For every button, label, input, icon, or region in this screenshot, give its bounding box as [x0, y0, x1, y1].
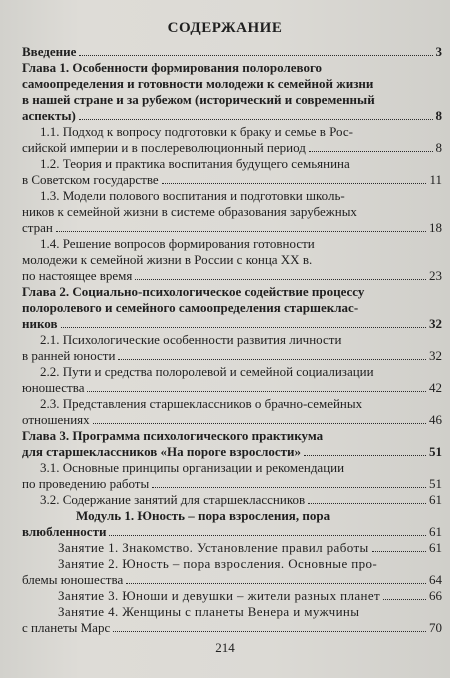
toc-entry[interactable] — [22, 364, 442, 396]
dot-leader — [383, 599, 426, 600]
dot-leader — [56, 231, 426, 232]
toc-entry-line: Модуль 1. Юность – пора взросления, пора — [76, 508, 331, 523]
toc-entry-line: в нашей стране и за рубежом (исторический и современный — [22, 92, 375, 107]
dot-leader — [126, 583, 426, 584]
toc-entry-line: 2.1. Психологические особенности развития личности — [40, 332, 342, 347]
toc-entry-line: 2.3. Представления старшеклассников о брачно-семейных — [40, 396, 363, 411]
toc-entry-line: для старшеклассников «На пороге взрослости» — [22, 444, 302, 459]
toc-entry[interactable] — [22, 332, 442, 364]
table-of-contents — [22, 44, 442, 636]
toc-entry[interactable] — [22, 60, 442, 124]
toc-page-number: 51 — [429, 444, 442, 459]
toc-entry-line: молодежи к семейной жизни в России с конца XX в. — [22, 252, 313, 267]
toc-entry[interactable] — [22, 556, 442, 588]
toc-entry-line: в Советском государстве — [22, 172, 159, 187]
toc-page-number: 8 — [435, 140, 442, 155]
toc-entry-line: 1.3. Модели полового воспитания и подготовки школь- — [40, 188, 345, 203]
toc-entry[interactable] — [22, 492, 442, 508]
dot-leader — [309, 151, 433, 152]
toc-entry-line: 3.1. Основные принципы организации и рекомендации — [40, 460, 345, 475]
toc-entry-line: по проведению работы — [22, 476, 150, 491]
toc-entry-line: Занятие 3. Юноши и девушки – жители разных планет — [58, 588, 381, 603]
toc-entry-line: ников к семейной жизни в системе образования зарубежных — [22, 204, 357, 219]
toc-entry-line: отношениях — [22, 412, 90, 427]
toc-entry-line: 2.2. Пути и средства полоролевой и семейной социализации — [40, 364, 374, 379]
toc-entry-line: Занятие 2. Юность – пора взросления. Основные про- — [58, 556, 378, 571]
toc-entry[interactable] — [22, 396, 442, 428]
toc-entry-line: по настоящее время — [22, 268, 133, 283]
toc-entry[interactable] — [22, 428, 442, 460]
dot-leader — [152, 487, 426, 488]
toc-page-number: 32 — [429, 348, 442, 363]
dot-leader — [135, 279, 426, 280]
toc-entry[interactable] — [22, 460, 442, 492]
dot-leader — [118, 359, 426, 360]
dot-leader — [61, 327, 427, 328]
toc-entry-line: сийской империи и в послереволюционный период — [22, 140, 306, 155]
toc-entry-line: стран — [22, 220, 53, 235]
toc-page-number: 61 — [429, 524, 442, 539]
toc-entry[interactable] — [22, 540, 442, 556]
page-title: СОДЕРЖАНИЕ — [167, 20, 283, 36]
toc-page-number: 23 — [429, 268, 442, 283]
toc-entry[interactable] — [22, 604, 442, 636]
toc-page-number: 51 — [429, 476, 442, 491]
dot-leader — [79, 55, 432, 56]
toc-entry[interactable] — [22, 284, 442, 332]
toc-page-number: 61 — [429, 492, 442, 507]
toc-page-number: 42 — [429, 380, 442, 395]
toc-page-number: 18 — [429, 220, 442, 235]
toc-entry-line: в ранней юности — [22, 348, 116, 363]
toc-entry[interactable] — [22, 588, 442, 604]
dot-leader — [308, 503, 426, 504]
toc-entry-line: с планеты Марс — [22, 620, 111, 635]
toc-entry-line: Занятие 4. Женщины с планеты Венера и мужчины — [58, 604, 360, 619]
dot-leader — [79, 119, 433, 120]
dot-leader — [304, 455, 426, 456]
toc-entry-line: 1.2. Теория и практика воспитания будущего семьянина — [40, 156, 350, 171]
toc-entry-line: ников — [22, 316, 58, 331]
dot-leader — [87, 391, 426, 392]
toc-entry-line: Занятие 1. Знакомство. Установление правил работы — [58, 540, 369, 555]
toc-page-number: 70 — [429, 620, 442, 635]
dot-leader — [109, 535, 426, 536]
toc-entry-line: влюбленности — [22, 524, 107, 539]
toc-entry-line: 1.1. Подход к вопросу подготовки к браку и семье в Рос- — [40, 124, 353, 139]
toc-entry[interactable] — [22, 156, 442, 188]
toc-entry[interactable] — [22, 236, 442, 284]
toc-page-number: 8 — [435, 108, 442, 123]
toc-page-number: 32 — [429, 316, 442, 331]
toc-page-number: 11 — [429, 172, 442, 187]
toc-page-number: 3 — [435, 44, 442, 59]
toc-entry-line: блемы юношества — [22, 572, 124, 587]
toc-entry[interactable] — [22, 124, 442, 156]
dot-leader — [113, 631, 426, 632]
toc-page-number: 66 — [429, 588, 442, 603]
toc-entry-line: Введение — [22, 44, 77, 59]
toc-entry[interactable] — [22, 44, 442, 60]
toc-entry-line: полоролевого и семейного самоопределения старшеклас- — [22, 300, 359, 315]
toc-entry[interactable] — [22, 188, 442, 236]
toc-entry-line: юношества — [22, 380, 85, 395]
page-number: 214 — [215, 640, 235, 655]
toc-entry[interactable] — [22, 508, 442, 540]
toc-entry-line: Глава 3. Программа психологического практикума — [22, 428, 324, 443]
toc-entry-line: Глава 1. Особенности формирования полоролевого — [22, 60, 323, 75]
dot-leader — [162, 183, 427, 184]
toc-entry-line: 3.2. Содержание занятий для старшеклассников — [40, 492, 306, 507]
toc-entry-line: Глава 2. Социально-психологическое содействие процессу — [22, 284, 365, 299]
toc-entry-line: аспекты) — [22, 108, 76, 123]
dot-leader — [372, 551, 426, 552]
toc-page-number: 64 — [429, 572, 442, 587]
toc-entry-line: 1.4. Решение вопросов формирования готовности — [40, 236, 315, 251]
toc-page-number: 61 — [429, 540, 442, 555]
toc-entry-line: самоопределения и готовности молодежи к семейной жизни — [22, 76, 374, 91]
toc-page-number: 46 — [429, 412, 442, 427]
dot-leader — [93, 423, 426, 424]
